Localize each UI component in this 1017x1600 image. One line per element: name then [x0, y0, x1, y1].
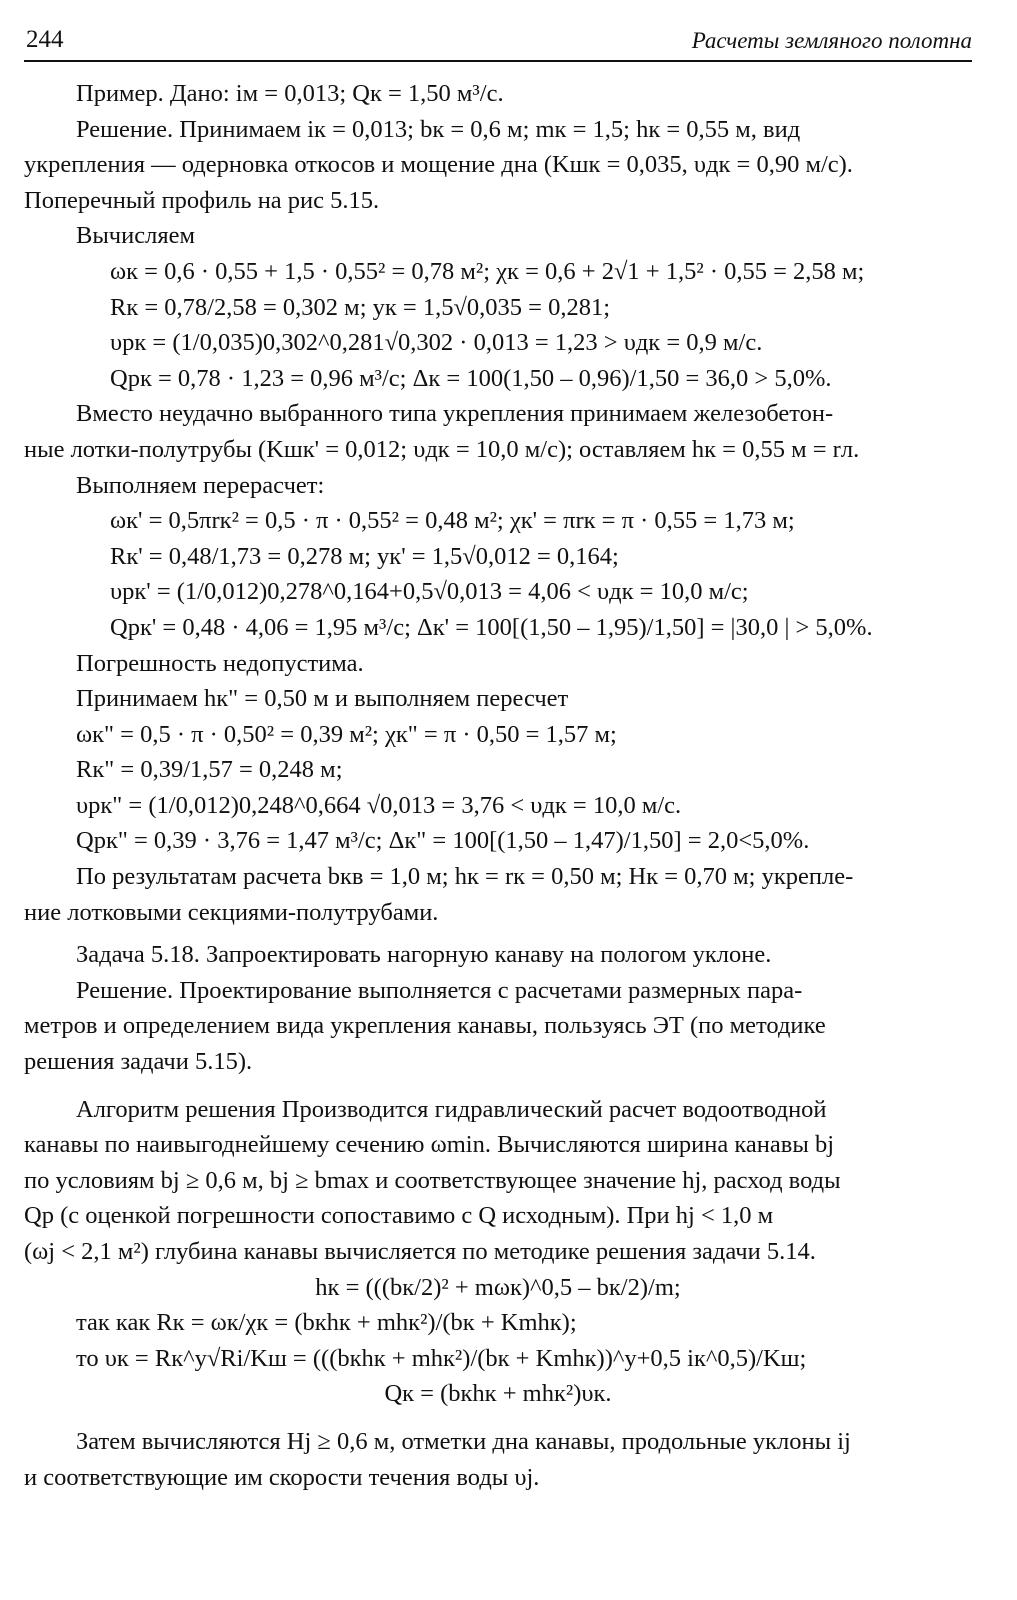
formula-line: ωк = 0,6 · 0,55 + 1,5 · 0,55² = 0,78 м²; χк = 0,6 + 2√1 + 1,5² · 0,55 = 2,58 м;	[110, 257, 865, 285]
text-line: укрепления — одерновка откосов и мощение дна (Kшк = 0,035, υдк = 0,90 м/с).	[24, 151, 853, 179]
formula-line: ωк' = 0,5πrк² = 0,5 · π · 0,55² = 0,48 м²; χк' = πrк = π · 0,55 = 1,73 м;	[110, 507, 795, 535]
text-body	[24, 76, 972, 1495]
formula-line: Rк" = 0,39/1,57 = 0,248 м;	[76, 756, 343, 784]
task-heading-line: Задача 5.18. Запроектировать нагорную канаву на пологом уклоне.	[76, 941, 772, 969]
page-number: 244	[26, 26, 64, 53]
text-line: канавы по наивыгоднейшему сечению ωmin. Вычисляются ширина канавы bj	[24, 1131, 835, 1159]
text-line: Qр (с оценкой погрешности сопоставимо с Q исходным). При hj < 1,0 м	[24, 1202, 774, 1230]
text-line: ние лотковыми секциями-полутрубами.	[24, 898, 439, 926]
running-title: Расчеты земляного полотна	[691, 28, 972, 53]
formula-line: Qрк' = 0,48 · 4,06 = 1,95 м³/с; Δк' = 100[(1,50 – 1,95)/1,50] = |30,0 | > 5,0%.	[110, 613, 873, 641]
formula-line: Rк' = 0,48/1,73 = 0,278 м; yк' = 1,5√0,012 = 0,164;	[110, 542, 619, 570]
formula-line: υрк = (1/0,035)0,302^0,281√0,302 · 0,013 = 1,23 > υдк = 0,9 м/с.	[110, 329, 763, 357]
text-line: Вычисляем	[76, 222, 195, 250]
example-heading-line: Пример. Дано: iм = 0,013; Qк = 1,50 м³/с.	[76, 80, 504, 107]
text-line: Поперечный профиль на рис 5.15.	[24, 186, 380, 214]
text-line: Принимаем hк" = 0,50 м и выполняем пересчет	[76, 685, 569, 713]
text-line: По результатам расчета bкв = 1,0 м; hк = rк = 0,50 м; Hк = 0,70 м; укрепле-	[76, 863, 854, 891]
text-line: метров и определением вида укрепления канавы, пользуясь ЭТ (по методике	[24, 1012, 826, 1040]
formula-line: υрк' = (1/0,012)0,278^0,164+0,5√0,013 = 4,06 < υдк = 10,0 м/с;	[110, 578, 749, 606]
text-line: по условиям bj ≥ 0,6 м, bj ≥ bmax и соответствующее значение hj, расход воды	[24, 1166, 841, 1194]
solution-line: Решение. Принимаем iк = 0,013; bк = 0,6 м; mк = 1,5; hк = 0,55 м, вид	[76, 115, 801, 143]
page	[24, 22, 972, 1495]
formula-line: то υк = Rк^y√Ri/Kш = (((bкhк + mhк²)/(bк + Kmhк))^y+0,5 iк^0,5)/Kш;	[76, 1344, 807, 1372]
page-header	[24, 22, 972, 62]
text-line: Вместо неудачно выбранного типа укрепления принимаем железобетон-	[76, 400, 834, 428]
text-line: решения задачи 5.15).	[24, 1048, 253, 1076]
text-line: (ωj < 2,1 м²) глубина канавы вычисляется по методике решения задачи 5.14.	[24, 1238, 816, 1265]
solution-line: Решение. Проектирование выполняется с расчетами размерных пара-	[76, 976, 803, 1004]
algorithm-line: Алгоритм решения Производится гидравлический расчет водоотводной	[76, 1095, 827, 1123]
text-line: Затем вычисляются Hj ≥ 0,6 м, отметки дна канавы, продольные уклоны ij	[76, 1427, 851, 1455]
formula-line: так как Rк = ωк/χк = (bкhк + mhк²)/(bк + Kmhк);	[76, 1309, 577, 1337]
formula-line: Qрк" = 0,39 · 3,76 = 1,47 м³/с; Δк" = 100[(1,50 – 1,47)/1,50] = 2,0<5,0%.	[76, 827, 810, 855]
formula-line: Rк = 0,78/2,58 = 0,302 м; yк = 1,5√0,035 = 0,281;	[110, 293, 611, 321]
formula-line: υрк" = (1/0,012)0,248^0,664 √0,013 = 3,76 < υдк = 10,0 м/с.	[76, 791, 682, 819]
text-line: Погрешность недопустима.	[76, 649, 364, 677]
formula-line: Qрк = 0,78 · 1,23 = 0,96 м³/с; Δк = 100(1,50 – 0,96)/1,50 = 36,0 > 5,0%.	[110, 364, 832, 392]
text-line: Выполняем перерасчет:	[76, 471, 325, 499]
formula-line: hк = (((bк/2)² + mωк)^0,5 – bк/2)/m;	[315, 1273, 681, 1301]
formula-line: ωк" = 0,5 · π · 0,50² = 0,39 м²; χк" = π · 0,50 = 1,57 м;	[76, 720, 617, 748]
text-line: ные лотки-полутрубы (Kшк' = 0,012; υдк = 10,0 м/с); оставляем hк = 0,55 м = rл.	[24, 435, 860, 463]
formula-line: Qк = (bкhк + mhк²)υк.	[384, 1380, 612, 1408]
text-line: и соответствующие им скорости течения воды υj.	[24, 1463, 540, 1491]
